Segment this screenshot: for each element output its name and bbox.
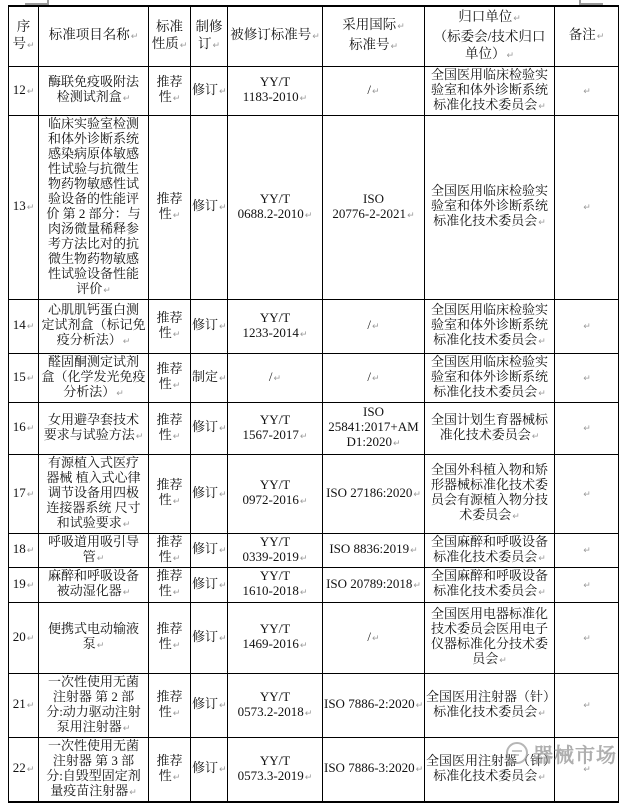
cell-project-name: 有源植入式医疗 器械 植入式心律 调节设备用四极 连接器系统 尺寸 和试验要求↵: [39, 454, 149, 533]
cell-remarks: [555, 402, 619, 454]
cell-revised-standard-no: YY/T 0688.2-2010↵: [228, 115, 323, 299]
paragraph-mark-icon: ↵: [26, 322, 35, 332]
header-responsible-unit: 归口单位↵ （标委会/技术归口 单位）↵: [425, 6, 555, 66]
paragraph-mark-icon: ↵: [583, 424, 591, 434]
table-row: [9, 567, 619, 602]
paragraph-mark-icon: ↵: [172, 588, 181, 598]
header-remarks: 备注↵: [555, 6, 619, 66]
cell-standard-nature: 推荐 性↵: [149, 454, 191, 533]
paragraph-mark-icon: ↵: [26, 203, 35, 213]
cell-responsible-unit: 全国医用注射器（针） 标准化技术委员会↵: [425, 673, 555, 737]
paragraph-mark-icon: ↵: [531, 431, 540, 442]
paragraph-mark-icon: ↵: [372, 322, 380, 332]
paragraph-mark-icon: ↵: [129, 787, 137, 798]
cell-intl-standard-no: /↵: [323, 299, 425, 353]
paragraph-mark-icon: ↵: [116, 388, 124, 399]
paragraph-mark-icon: ↵: [304, 772, 313, 783]
cell-revised-standard-no: YY/T 1567-2017↵: [228, 402, 323, 454]
paragraph-mark-icon: ↵: [304, 708, 313, 719]
cell-remarks: [555, 353, 619, 402]
cell-responsible-unit: 全国医用注射器（针） 标准化技术委员会↵: [425, 737, 555, 802]
paragraph-mark-icon: ↵: [299, 588, 308, 598]
cell-revision-type: 制定↵: [191, 353, 228, 402]
paragraph-mark-icon: ↵: [583, 489, 591, 500]
paragraph-mark-icon: ↵: [583, 701, 591, 711]
paragraph-mark-icon: ↵: [372, 373, 380, 384]
paragraph-mark-icon: ↵: [415, 765, 424, 775]
cell-responsible-unit: 全国医用临床检验实 验室和体外诊断系统 标准化技术委员会↵: [425, 299, 555, 353]
cell-standard-nature: 推荐 性↵: [149, 737, 191, 802]
paragraph-mark-icon: ↵: [538, 337, 546, 347]
cell-serial-number: 15↵: [9, 353, 39, 402]
paragraph-mark-icon: ↵: [583, 86, 591, 97]
cell-revision-type: 修订↵: [191, 402, 228, 454]
cell-revision-type: 修订↵: [191, 673, 228, 737]
table-row: [9, 673, 619, 737]
paragraph-mark-icon: ↵: [583, 765, 591, 775]
cell-remarks: [555, 533, 619, 567]
cell-revision-type: 修订↵: [191, 454, 228, 533]
cell-revised-standard-no: YY/T 0573.3-2019↵: [228, 737, 323, 802]
cell-responsible-unit: 全国医用临床检验实 验室和体外诊断系统 标准化技术委员会↵: [425, 353, 555, 402]
paragraph-mark-icon: ↵: [299, 431, 308, 442]
cell-responsible-unit: 全国麻醉和呼吸设备 标准化技术委员会↵: [425, 567, 555, 602]
cell-remarks: [555, 115, 619, 299]
paragraph-mark-icon: ↵: [219, 765, 227, 775]
cell-intl-standard-no: ISO 20776-2-2021↵: [323, 115, 425, 299]
cell-intl-standard-no: /↵: [323, 602, 425, 673]
cell-remarks: [555, 299, 619, 353]
paragraph-mark-icon: ↵: [299, 497, 308, 507]
paragraph-mark-icon: ↵: [538, 772, 546, 783]
watermark-text: 器械市场: [533, 745, 617, 767]
cell-remarks: [555, 454, 619, 533]
table-row: [9, 402, 619, 454]
cell-intl-standard-no: ISO 8836:2019↵: [323, 533, 425, 567]
paragraph-mark-icon: ↵: [26, 580, 35, 591]
cell-project-name: 便携式电动输液 泵↵: [39, 602, 149, 673]
cell-revision-type: 修订↵: [191, 602, 228, 673]
paragraph-mark-icon: ↵: [172, 210, 181, 221]
table-row: [9, 454, 619, 533]
cell-standard-nature: 推荐 性↵: [149, 567, 191, 602]
cell-standard-nature: 推荐 性↵: [149, 115, 191, 299]
paragraph-mark-icon: ↵: [583, 546, 591, 556]
cell-project-name: 一次性使用无菌 注射器 第 3 部 分:自毁型固定剂 量疫苗注射器↵: [39, 737, 149, 802]
header-standard-nature: 标准 性质↵: [149, 6, 191, 66]
paragraph-mark-icon: ↵: [512, 512, 520, 522]
table-row: [9, 66, 619, 115]
cell-responsible-unit: 全国医用临床检验实 验室和体外诊断系统 标准化技术委员会↵: [425, 66, 555, 115]
paragraph-mark-icon: ↵: [96, 641, 105, 651]
paragraph-mark-icon: ↵: [172, 708, 181, 719]
paragraph-mark-icon: ↵: [179, 40, 188, 51]
cell-serial-number: 19↵: [9, 567, 39, 602]
paragraph-mark-icon: ↵: [219, 546, 227, 556]
cell-revision-type: 修订↵: [191, 115, 228, 299]
paragraph-mark-icon: ↵: [372, 86, 380, 97]
paragraph-mark-icon: ↵: [219, 424, 227, 434]
paragraph-mark-icon: ↵: [172, 94, 181, 104]
paragraph-mark-icon: ↵: [583, 322, 591, 332]
cell-remarks: [555, 602, 619, 673]
paragraph-mark-icon: ↵: [122, 519, 131, 530]
paragraph-mark-icon: ↵: [538, 101, 546, 112]
paragraph-mark-icon: ↵: [26, 373, 35, 384]
paragraph-mark-icon: ↵: [499, 656, 507, 666]
paragraph-mark-icon: ↵: [397, 22, 405, 33]
header-project-name: 标准项目名称↵: [39, 6, 149, 66]
cell-project-name: 呼吸道用吸引导 管↵: [39, 533, 149, 567]
paragraph-mark-icon: ↵: [506, 50, 515, 61]
cell-revised-standard-no: YY/T 1233-2014↵: [228, 299, 323, 353]
cell-remarks: [555, 737, 619, 802]
cell-project-name: 麻醉和呼吸设备 被动湿化器↵: [39, 567, 149, 602]
paragraph-mark-icon: ↵: [219, 701, 227, 711]
cell-serial-number: 14↵: [9, 299, 39, 353]
paragraph-mark-icon: ↵: [26, 489, 35, 500]
cell-serial-number: 18↵: [9, 533, 39, 567]
paragraph-mark-icon: ↵: [96, 553, 105, 564]
paragraph-mark-icon: ↵: [392, 439, 401, 449]
cell-intl-standard-no: /↵: [323, 353, 425, 402]
paragraph-mark-icon: ↵: [172, 381, 181, 391]
paragraph-mark-icon: ↵: [538, 218, 546, 228]
cell-responsible-unit: 全国麻醉和呼吸设备 标准化技术委员会↵: [425, 533, 555, 567]
paragraph-mark-icon: ↵: [26, 424, 35, 434]
paragraph-mark-icon: ↵: [26, 701, 35, 711]
paragraph-mark-icon: ↵: [130, 32, 139, 43]
paragraph-mark-icon: ↵: [26, 546, 35, 556]
paragraph-mark-icon: ↵: [172, 497, 181, 507]
cell-standard-nature: 推荐 性↵: [149, 673, 191, 737]
paragraph-mark-icon: ↵: [26, 40, 35, 51]
paragraph-mark-icon: ↵: [415, 701, 424, 711]
paragraph-mark-icon: ↵: [172, 772, 181, 783]
table-body: [9, 66, 619, 802]
cell-revised-standard-no: YY/T 0972-2016↵: [228, 454, 323, 533]
header-revision-type: 制修 订↵: [191, 6, 228, 66]
paragraph-mark-icon: ↵: [413, 580, 421, 591]
cell-project-name: 临床实验室检测 和体外诊断系统 感染病原体敏感 性试验与抗微生 物药物敏感性试 验设备的性能评 价 第 2 部分：与 肉汤微量稀释参 考方法比对的抗 微生物药物敏感 性试验设备性能 评价↵: [39, 115, 149, 299]
cell-standard-nature: 推荐 性↵: [149, 533, 191, 567]
paragraph-mark-icon: ↵: [410, 546, 418, 556]
cell-serial-number: 21↵: [9, 673, 39, 737]
cell-project-name: 女用避孕套技术 要求与试验方法↵: [39, 402, 149, 454]
cell-standard-nature: 推荐 性↵: [149, 66, 191, 115]
paragraph-mark-icon: ↵: [219, 322, 227, 332]
paragraph-mark-icon: ↵: [172, 641, 181, 651]
cell-serial-number: 13↵: [9, 115, 39, 299]
cell-revision-type: 修订↵: [191, 299, 228, 353]
paragraph-mark-icon: ↵: [219, 580, 227, 591]
cell-revision-type: 修订↵: [191, 533, 228, 567]
paragraph-mark-icon: ↵: [172, 553, 181, 564]
paragraph-mark-icon: ↵: [583, 633, 591, 644]
paragraph-mark-icon: ↵: [299, 94, 308, 104]
paragraph-mark-icon: ↵: [122, 723, 131, 734]
cell-responsible-unit: 全国外科植入物和矫 形器械标准化技术委 员会有源植入物分技 术委员会↵: [425, 454, 555, 533]
paragraph-mark-icon: ↵: [219, 86, 227, 97]
paragraph-mark-icon: ↵: [122, 94, 131, 104]
cell-standard-nature: 推荐 性↵: [149, 353, 191, 402]
cell-revision-type: 修订↵: [191, 66, 228, 115]
paragraph-mark-icon: ↵: [219, 633, 227, 644]
table-row: [9, 737, 619, 802]
cell-serial-number: 22↵: [9, 737, 39, 802]
paragraph-mark-icon: ↵: [538, 553, 546, 564]
cell-standard-nature: 推荐 性↵: [149, 402, 191, 454]
paragraph-mark-icon: ↵: [122, 337, 131, 347]
cell-standard-nature: 推荐 性↵: [149, 602, 191, 673]
cell-responsible-unit: 全国医用电器标准化 技术委员会医用电子 仪器标准化分技术委 员会↵: [425, 602, 555, 673]
header-row: [9, 6, 619, 66]
paragraph-mark-icon: ↵: [212, 40, 221, 51]
cell-revised-standard-no: YY/T 0339-2019↵: [228, 533, 323, 567]
paragraph-mark-icon: ↵: [583, 203, 591, 213]
table-row: [9, 353, 619, 402]
table-row: [9, 299, 619, 353]
cell-revised-standard-no: YY/T 1469-2016↵: [228, 602, 323, 673]
cell-intl-standard-no: /↵: [323, 66, 425, 115]
cell-revised-standard-no: YY/T 1610-2018↵: [228, 567, 323, 602]
paragraph-mark-icon: ↵: [390, 42, 399, 53]
cell-responsible-unit: 全国医用临床检验实 验室和体外诊断系统 标准化技术委员会↵: [425, 115, 555, 299]
cell-intl-standard-no: ISO 25841:2017+AM D1:2020↵: [323, 402, 425, 454]
cell-intl-standard-no: ISO 20789:2018↵: [323, 567, 425, 602]
paragraph-mark-icon: ↵: [219, 203, 227, 213]
paragraph-mark-icon: ↵: [372, 633, 380, 644]
paragraph-mark-icon: ↵: [299, 329, 308, 340]
paragraph-mark-icon: ↵: [26, 633, 35, 644]
cell-serial-number: 12↵: [9, 66, 39, 115]
paragraph-mark-icon: ↵: [103, 285, 111, 296]
cell-project-name: 心肌肌钙蛋白测 定试剂盒（标记免 疫分析法）↵: [39, 299, 149, 353]
cell-intl-standard-no: ISO 27186:2020↵: [323, 454, 425, 533]
paragraph-mark-icon: ↵: [596, 32, 605, 43]
cell-intl-standard-no: ISO 7886-2:2020↵: [323, 673, 425, 737]
paragraph-mark-icon: ↵: [26, 765, 35, 775]
table-row: [9, 533, 619, 567]
paragraph-mark-icon: ↵: [219, 373, 227, 384]
cell-revision-type: 修订↵: [191, 737, 228, 802]
paragraph-mark-icon: ↵: [26, 86, 35, 97]
header-revised-standard-no: 被修订标准号↵: [228, 6, 323, 66]
cell-remarks: [555, 66, 619, 115]
paragraph-mark-icon: ↵: [583, 373, 591, 384]
cell-revised-standard-no: YY/T 0573.2-2018↵: [228, 673, 323, 737]
cell-project-name: 一次性使用无菌 注射器 第 2 部 分:动力驱动注射 泵用注射器↵: [39, 673, 149, 737]
cell-remarks: [555, 567, 619, 602]
header-serial-number: 序 号↵: [9, 6, 39, 66]
cell-project-name: 酶联免疫吸附法 检测试剂盒↵: [39, 66, 149, 115]
cell-serial-number: 16↵: [9, 402, 39, 454]
paragraph-mark-icon: ↵: [413, 489, 421, 500]
paragraph-mark-icon: ↵: [172, 329, 181, 340]
cell-responsible-unit: 全国计划生育器械标 准化技术委员会↵: [425, 402, 555, 454]
paragraph-mark-icon: ↵: [299, 553, 308, 564]
table-row: [9, 115, 619, 299]
cell-revision-type: 修订↵: [191, 567, 228, 602]
paragraph-mark-icon: ↵: [407, 210, 415, 221]
header-intl-standard-no: 采用国际↵ 标准号↵: [323, 6, 425, 66]
cell-serial-number: 20↵: [9, 602, 39, 673]
paragraph-mark-icon: ↵: [304, 210, 313, 221]
cell-revised-standard-no: YY/T 1183-2010↵: [228, 66, 323, 115]
paragraph-mark-icon: ↵: [219, 489, 227, 500]
cell-remarks: [555, 673, 619, 737]
cell-serial-number: 17↵: [9, 454, 39, 533]
cell-standard-nature: 推荐 性↵: [149, 299, 191, 353]
paragraph-mark-icon: ↵: [135, 431, 144, 442]
paragraph-mark-icon: ↵: [273, 373, 282, 384]
paragraph-mark-icon: ↵: [538, 588, 546, 598]
table-row: [9, 602, 619, 673]
cell-revised-standard-no: /↵: [228, 353, 323, 402]
cell-project-name: 醛固酮测定试剂 盒（化学发光免疫 分析法）↵: [39, 353, 149, 402]
paragraph-mark-icon: ↵: [513, 13, 521, 24]
paragraph-mark-icon: ↵: [583, 580, 591, 591]
paragraph-mark-icon: ↵: [538, 388, 546, 399]
cell-intl-standard-no: ISO 7886-3:2020↵: [323, 737, 425, 802]
paragraph-mark-icon: ↵: [312, 32, 320, 43]
paragraph-mark-icon: ↵: [122, 588, 131, 598]
paragraph-mark-icon: ↵: [538, 708, 546, 719]
standards-table: [8, 5, 619, 803]
paragraph-mark-icon: ↵: [172, 431, 181, 442]
paragraph-mark-icon: ↵: [299, 641, 308, 651]
